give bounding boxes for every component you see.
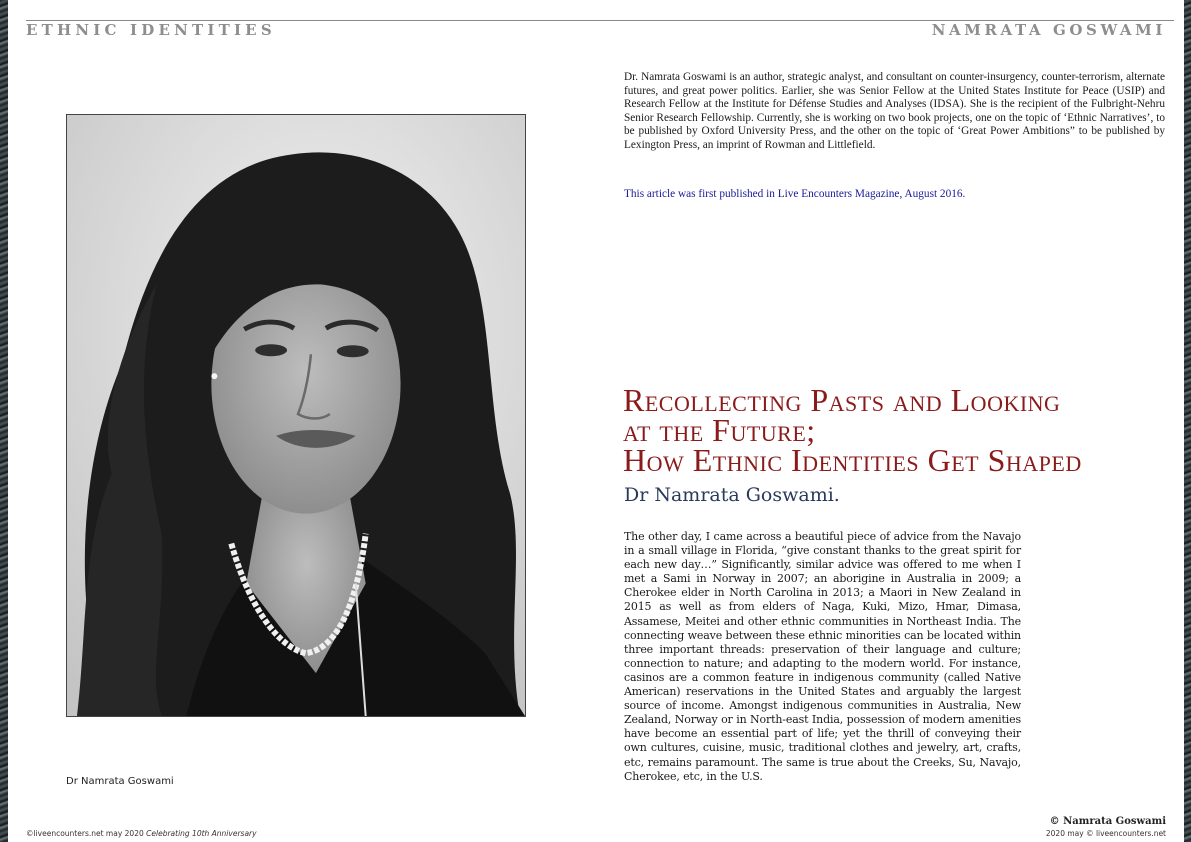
article-author: Dr Namrata Goswami.	[624, 484, 840, 506]
article-title-line-2: at the Future;	[623, 412, 816, 448]
footer-left	[26, 829, 257, 838]
article-title-line-1: Recollecting Pasts and Looking	[623, 382, 1061, 418]
publication-notice: This article was first published in Live Encounters Magazine, August 2016.	[624, 188, 966, 200]
article-title-line-3: How Ethnic Identities Get Shaped	[623, 442, 1082, 478]
copyright-notice: © Namrata Goswami	[1049, 816, 1166, 827]
footer-right: 2020 may © liveencounters.net	[1045, 829, 1166, 838]
magazine-page	[8, 0, 1184, 842]
article-title	[623, 382, 1183, 478]
author-bio: Dr. Namrata Goswami is an author, strategic analyst, and consultant on counter-insurgency, counter-terrorism, alternate futures, and great power politics. Earlier, she was Senior Fellow at the United States Institute for Peace (USIP) and Research Fellow at the Institute for Défense Studies and Analyses (IDSA). She is the recipient of the Fulbright-Nehru Senior Research Fellowship. Currently, she is working on two book projects, one on the topic of ‘Ethnic Narratives’, to be published by Oxford University Press, and the other on the topic of ‘Great Power Ambitions” to be published by Lexington Press, an imprint of Rowman and Littlefield.	[624, 71, 1165, 151]
footer-site: ©liveencounters.net may 2020	[26, 829, 144, 838]
author-portrait	[66, 114, 526, 717]
footer-tagline: Celebrating 10th Anniversary	[146, 829, 257, 838]
photo-caption: Dr Namrata Goswami	[66, 776, 174, 787]
running-head-section: ETHNIC IDENTITIES	[26, 21, 276, 39]
running-head-author: NAMRATA GOSWAMI	[931, 21, 1166, 39]
article-body: The other day, I came across a beautiful piece of advice from the Navajo in a small village in Florida, “give constant thanks to the great spirit for each new day…” Significantly, similar advice was offered to me when I met a Sami in Norway in 2007; an aborigine in Australia in 2009; a Cherokee elder in North Carolina in 2013; a Maori in New Zealand in 2015 as well as from elders of Naga, Kuki, Mizo, Hmar, Dimasa, Assamese, Meitei and other ethnic communities in Northeast India. The connecting weave between these ethnic minorities can be located within three important threads: preservation of their language and culture; connection to nature; and adapting to the modern world. For instance, casinos are a common feature in indigenous community (called Native American) reservations in the United States and arguably the largest source of income. Amongst indigenous communities in Australia, New Zealand, Norway or in North-east India, possession of modern amenities have become an essential part of life; yet the thrill of conveying their own cultures, cuisine, music, traditional clothes and jewelry, art, crafts, etc, remains paramount. The same is true about the Creeks, Su, Navajo, Cherokee, etc, in the U.S.	[624, 530, 1021, 783]
portrait-illustration	[67, 115, 525, 716]
